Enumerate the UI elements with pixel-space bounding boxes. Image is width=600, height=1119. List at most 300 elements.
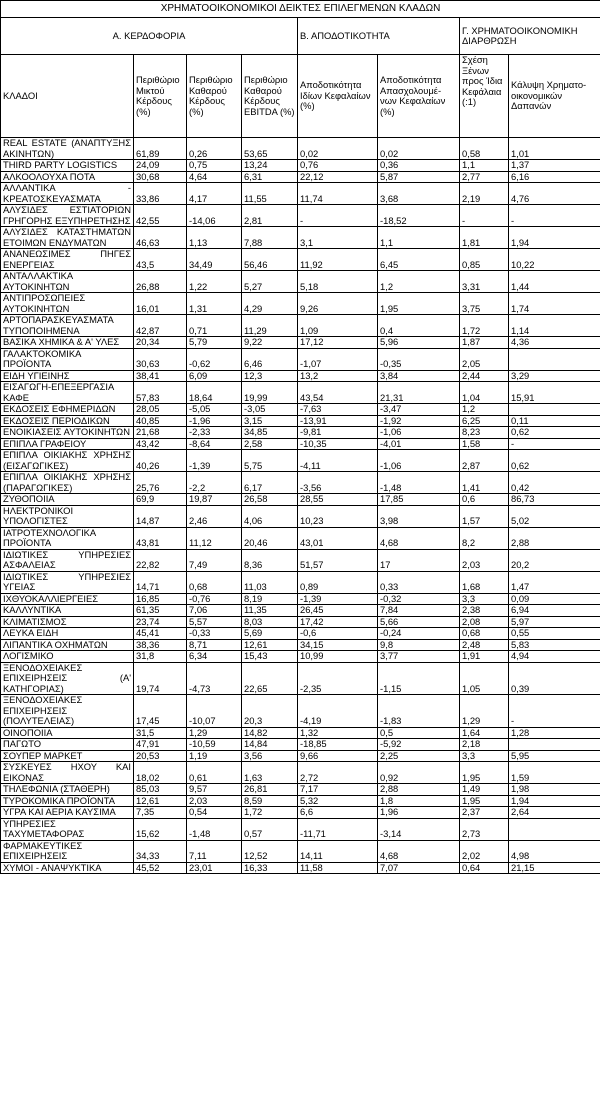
sector-name-cell: ΣΟΥΠΕΡ ΜΑΡΚΕΤ [1, 750, 134, 762]
sector-name-cell: ΕΠΙΠΛΑ ΟΙΚΙΑΚΗΣ ΧΡΗΣΗΣ (ΠΑΡΑΓΩΓΙΚΕΣ) [1, 472, 134, 494]
section-profitability: Α. ΚΕΡΔΟΦΟΡΙΑ [1, 18, 298, 55]
net-margin-cell: 7,11 [187, 840, 242, 862]
sector-name-cell: ΑΛΚΟΟΛΟΥΧΑ ΠΟΤΑ [1, 171, 134, 183]
roce-cell: 1,8 [378, 795, 460, 807]
ebitda-margin-cell: 7,88 [242, 227, 298, 249]
roe-cell: 11,92 [298, 249, 378, 271]
debt-equity-cell: 2,02 [460, 840, 509, 862]
table-row [1, 527, 600, 549]
interest-coverage-cell: 0,39 [509, 662, 600, 695]
net-margin-cell: 8,71 [187, 639, 242, 651]
table-row [1, 762, 600, 784]
roce-cell: 0,02 [378, 138, 460, 160]
roce-cell: 0,36 [378, 160, 460, 172]
table-row [1, 450, 600, 472]
interest-coverage-cell: 5,83 [509, 639, 600, 651]
ebitda-margin-cell: 16,33 [242, 862, 298, 874]
interest-coverage-cell: 2,88 [509, 527, 600, 549]
debt-equity-cell: 0,64 [460, 862, 509, 874]
ebitda-margin-cell: 11,35 [242, 605, 298, 617]
roe-cell: 13,2 [298, 370, 378, 382]
col-header-ebitda-margin: Περιθώριο Καθαρού Κέρδους EBITDA (%) [242, 55, 298, 138]
roe-cell: 10,23 [298, 505, 378, 527]
interest-coverage-cell: 1,94 [509, 795, 600, 807]
net-margin-cell: 4,64 [187, 171, 242, 183]
roce-cell: 5,96 [378, 337, 460, 349]
roe-cell: 28,55 [298, 494, 378, 506]
net-margin-cell: 1,19 [187, 750, 242, 762]
net-margin-cell: 2,03 [187, 795, 242, 807]
gross-margin-cell: 12,61 [134, 795, 187, 807]
interest-coverage-cell: 6,16 [509, 171, 600, 183]
table-row [1, 227, 600, 249]
ebitda-margin-cell: 56,46 [242, 249, 298, 271]
net-margin-cell: 11,12 [187, 527, 242, 549]
sector-name-cell: ΚΛΙΜΑΤΙΣΜΟΣ [1, 616, 134, 628]
net-margin-cell: 23,01 [187, 862, 242, 874]
debt-equity-cell: - [460, 205, 509, 227]
roe-cell: - [298, 205, 378, 227]
interest-coverage-cell: 0,11 [509, 415, 600, 427]
roce-cell: 4,68 [378, 527, 460, 549]
net-margin-cell: 5,57 [187, 616, 242, 628]
gross-margin-cell: 38,36 [134, 639, 187, 651]
sector-name-cell: ΟΙΝΟΠΟΙΙΑ [1, 727, 134, 739]
debt-equity-cell: 2,77 [460, 171, 509, 183]
table-row [1, 382, 600, 404]
net-margin-cell: -1,48 [187, 818, 242, 840]
roce-cell: 6,45 [378, 249, 460, 271]
ebitda-margin-cell: 1,63 [242, 762, 298, 784]
roe-cell: -7,63 [298, 404, 378, 416]
col-header-sectors: ΚΛΑΔΟΙ [1, 55, 134, 138]
ebitda-margin-cell: 2,81 [242, 205, 298, 227]
roe-cell: 1,32 [298, 727, 378, 739]
ebitda-margin-cell: 6,31 [242, 171, 298, 183]
interest-coverage-cell: 1,94 [509, 227, 600, 249]
net-margin-cell: -2,33 [187, 427, 242, 439]
sector-name-cell: ΑΝΤΙΠΡΟΣΩΠΕΙΕΣ ΑΥΤΟΚΙΝΗΤΩΝ [1, 293, 134, 315]
gross-margin-cell: 40,26 [134, 450, 187, 472]
table-row [1, 404, 600, 416]
interest-coverage-cell: 0,09 [509, 593, 600, 605]
roe-cell: 14,11 [298, 840, 378, 862]
gross-margin-cell: 18,02 [134, 762, 187, 784]
roe-cell: -4,11 [298, 450, 378, 472]
roce-cell: -3,47 [378, 404, 460, 416]
roe-cell: 10,99 [298, 651, 378, 663]
gross-margin-cell: 45,41 [134, 628, 187, 640]
gross-margin-cell: 61,89 [134, 138, 187, 160]
gross-margin-cell: 34,33 [134, 840, 187, 862]
sector-name-cell: THIRD PARTY LOGISTICS [1, 160, 134, 172]
interest-coverage-cell: 1,01 [509, 138, 600, 160]
net-margin-cell: -8,64 [187, 438, 242, 450]
col-header-gross-margin: Περιθώριο Μικτού Κέρδους (%) [134, 55, 187, 138]
interest-coverage-cell [509, 404, 600, 416]
roce-cell: 1,2 [378, 271, 460, 293]
sector-name-cell: ΑΡΤΟΠΑΡΑΣΚΕΥΑΣΜΑΤΑ ΤΥΠΟΠΟΙΗΜΕΝΑ [1, 315, 134, 337]
table-row [1, 415, 600, 427]
roce-cell: -1,06 [378, 427, 460, 439]
net-margin-cell: 2,46 [187, 505, 242, 527]
ebitda-margin-cell: 12,52 [242, 840, 298, 862]
debt-equity-cell: 1,2 [460, 404, 509, 416]
gross-margin-cell: 42,55 [134, 205, 187, 227]
sector-name-cell: ΕΚΔΟΣΕΙΣ ΠΕΡΙΟΔΙΚΩΝ [1, 415, 134, 427]
table-row [1, 862, 600, 874]
ebitda-margin-cell: 53,65 [242, 138, 298, 160]
ebitda-margin-cell: 14,82 [242, 727, 298, 739]
table-row [1, 549, 600, 571]
ebitda-margin-cell: 0,57 [242, 818, 298, 840]
col-header-debt-equity: Σχέση Ξένων προς Ίδια Κεφάλαια (:1) [460, 55, 509, 138]
gross-margin-cell: 15,62 [134, 818, 187, 840]
debt-equity-cell: 2,87 [460, 450, 509, 472]
sector-name-cell: ΑΛΥΣΙΔΕΣ ΚΑΤΑΣΤΗΜΑΤΩΝ ΕΤΟΙΜΩΝ ΕΝΔΥΜΑΤΩΝ [1, 227, 134, 249]
sector-name-cell: REAL ESTATE (ΑΝΑΠΤΥΞΗΣ ΑΚΙΝΗΤΩΝ) [1, 138, 134, 160]
roe-cell: 0,02 [298, 138, 378, 160]
ebitda-margin-cell: 22,65 [242, 662, 298, 695]
roce-cell: -1,92 [378, 415, 460, 427]
sector-name-cell: ΕΙΔΗ ΥΓΙΕΙΝΗΣ [1, 370, 134, 382]
interest-coverage-cell: 1,44 [509, 271, 600, 293]
net-margin-cell: -5,05 [187, 404, 242, 416]
roce-cell: 1,96 [378, 807, 460, 819]
gross-margin-cell: 40,85 [134, 415, 187, 427]
roe-cell: -11,71 [298, 818, 378, 840]
sector-name-cell: ΖΥΘΟΠΟΙΙΑ [1, 494, 134, 506]
table-row [1, 249, 600, 271]
net-margin-cell: -10,07 [187, 695, 242, 728]
table-row [1, 628, 600, 640]
roe-cell: 11,58 [298, 862, 378, 874]
roe-cell: 34,15 [298, 639, 378, 651]
interest-coverage-cell: 5,95 [509, 750, 600, 762]
roe-cell: 2,72 [298, 762, 378, 784]
interest-coverage-cell: 1,98 [509, 784, 600, 796]
gross-margin-cell: 24,09 [134, 160, 187, 172]
roce-cell: 21,31 [378, 382, 460, 404]
gross-margin-cell: 16,01 [134, 293, 187, 315]
net-margin-cell: 34,49 [187, 249, 242, 271]
sector-name-cell: ΠΑΓΩΤΟ [1, 739, 134, 751]
sector-name-cell: ΕΠΙΠΛΑ ΓΡΑΦΕΙΟΥ [1, 438, 134, 450]
table-row [1, 784, 600, 796]
gross-margin-cell: 16,85 [134, 593, 187, 605]
net-margin-cell: 0,54 [187, 807, 242, 819]
table-row [1, 605, 600, 617]
roe-cell: 43,01 [298, 527, 378, 549]
ebitda-margin-cell: 3,15 [242, 415, 298, 427]
interest-coverage-cell [509, 348, 600, 370]
roce-cell: -3,14 [378, 818, 460, 840]
gross-margin-cell: 30,68 [134, 171, 187, 183]
table-row [1, 293, 600, 315]
roe-cell: 17,42 [298, 616, 378, 628]
ebitda-margin-cell: 8,59 [242, 795, 298, 807]
gross-margin-cell: 14,87 [134, 505, 187, 527]
roce-cell: 3,98 [378, 505, 460, 527]
roce-cell: -1,48 [378, 472, 460, 494]
net-margin-cell: 0,26 [187, 138, 242, 160]
table-row [1, 840, 600, 862]
roce-cell: 9,8 [378, 639, 460, 651]
sector-name-cell: ΣΥΣΚΕΥΕΣ ΗΧΟΥ ΚΑΙ ΕΙΚΟΝΑΣ [1, 762, 134, 784]
ebitda-margin-cell: 5,69 [242, 628, 298, 640]
ebitda-margin-cell: 1,72 [242, 807, 298, 819]
ebitda-margin-cell: 26,81 [242, 784, 298, 796]
roe-cell: 5,32 [298, 795, 378, 807]
gross-margin-cell: 23,74 [134, 616, 187, 628]
net-margin-cell: 1,22 [187, 271, 242, 293]
sector-name-cell: ΦΑΡΜΑΚΕΥΤΙΚΕΣ ΕΠΙΧΕΙΡΗΣΕΙΣ [1, 840, 134, 862]
ebitda-margin-cell: 9,22 [242, 337, 298, 349]
debt-equity-cell: 1,41 [460, 472, 509, 494]
gross-margin-cell: 45,52 [134, 862, 187, 874]
net-margin-cell: -1,39 [187, 450, 242, 472]
col-header-roce: Αποδοτικότητα Απασχολουμέ-νων Κεφαλαίων (%) [378, 55, 460, 138]
debt-equity-cell: 1,64 [460, 727, 509, 739]
table-row [1, 315, 600, 337]
gross-margin-cell: 30,63 [134, 348, 187, 370]
net-margin-cell: 7,06 [187, 605, 242, 617]
interest-coverage-cell: 86,73 [509, 494, 600, 506]
roe-cell: 0,89 [298, 571, 378, 593]
roce-cell: -0,24 [378, 628, 460, 640]
roe-cell: 3,1 [298, 227, 378, 249]
roce-cell: 5,66 [378, 616, 460, 628]
debt-equity-cell: 2,37 [460, 807, 509, 819]
table-row [1, 571, 600, 593]
roce-cell: 4,68 [378, 840, 460, 862]
ebitda-margin-cell: 20,46 [242, 527, 298, 549]
table-row [1, 505, 600, 527]
table-row [1, 795, 600, 807]
ebitda-margin-cell: 5,75 [242, 450, 298, 472]
net-margin-cell: 5,79 [187, 337, 242, 349]
table-row [1, 160, 600, 172]
ebitda-margin-cell: 26,58 [242, 494, 298, 506]
roe-cell: 6,6 [298, 807, 378, 819]
debt-equity-cell: 1,57 [460, 505, 509, 527]
table-row [1, 138, 600, 160]
sector-name-cell: ΑΛΥΣΙΔΕΣ ΕΣΤΙΑΤΟΡΙΩΝ ΓΡΗΓΟΡΗΣ ΕΞΥΠΗΡΕΤΗΣΗΣ [1, 205, 134, 227]
roce-cell: -4,01 [378, 438, 460, 450]
sector-name-cell: ΙΔΙΩΤΙΚΕΣ ΥΠΗΡΕΣΙΕΣ ΑΣΦΑΛΕΙΑΣ [1, 549, 134, 571]
roce-cell: 17,85 [378, 494, 460, 506]
interest-coverage-cell [509, 818, 600, 840]
debt-equity-cell: 1,58 [460, 438, 509, 450]
table-row [1, 616, 600, 628]
sector-name-cell: ΤΗΛΕΦΩΝΙΑ (ΣΤΑΘΕΡΗ) [1, 784, 134, 796]
debt-equity-cell: 6,25 [460, 415, 509, 427]
gross-margin-cell: 43,5 [134, 249, 187, 271]
debt-equity-cell: 0,68 [460, 628, 509, 640]
sector-name-cell: ΚΑΛΛΥΝΤΙΚΑ [1, 605, 134, 617]
net-margin-cell: 0,61 [187, 762, 242, 784]
net-margin-cell: 0,71 [187, 315, 242, 337]
ebitda-margin-cell: 5,27 [242, 271, 298, 293]
ebitda-margin-cell: 11,55 [242, 183, 298, 205]
net-margin-cell: 0,75 [187, 160, 242, 172]
ebitda-margin-cell: 4,29 [242, 293, 298, 315]
net-margin-cell: 9,57 [187, 784, 242, 796]
roce-cell: 3,77 [378, 651, 460, 663]
roe-cell: 26,45 [298, 605, 378, 617]
sector-name-cell: ΕΝΟΙΚΙΑΣΕΙΣ ΑΥΤΟΚΙΝΗΤΩΝ [1, 427, 134, 439]
ebitda-margin-cell: 6,17 [242, 472, 298, 494]
net-margin-cell: 6,09 [187, 370, 242, 382]
roce-cell: 0,33 [378, 571, 460, 593]
roce-cell: 17 [378, 549, 460, 571]
roe-cell: -2,35 [298, 662, 378, 695]
interest-coverage-cell: 10,22 [509, 249, 600, 271]
interest-coverage-cell: 5,02 [509, 505, 600, 527]
ebitda-margin-cell: 14,84 [242, 739, 298, 751]
debt-equity-cell: 1,95 [460, 762, 509, 784]
debt-equity-cell: 1,68 [460, 571, 509, 593]
gross-margin-cell: 43,42 [134, 438, 187, 450]
sector-name-cell: ΧΥΜΟΙ - ΑΝΑΨΥΚΤΙΚΑ [1, 862, 134, 874]
debt-equity-cell: 1,72 [460, 315, 509, 337]
interest-coverage-cell: - [509, 205, 600, 227]
net-margin-cell: -2,2 [187, 472, 242, 494]
gross-margin-cell: 25,76 [134, 472, 187, 494]
debt-equity-cell: 3,31 [460, 271, 509, 293]
interest-coverage-cell: 4,94 [509, 651, 600, 663]
roce-cell: -0,32 [378, 593, 460, 605]
interest-coverage-cell: - [509, 695, 600, 728]
col-header-interest-coverage: Κάλυψη Χρηματο-οικονομικών Δαπανών [509, 55, 600, 138]
section-financial-structure: Γ. ΧΡΗΜΑΤΟΟΙΚΟΝΟΜΙΚΗ ΔΙΑΡΘΡΩΣΗ [460, 18, 600, 55]
net-margin-cell: -0,62 [187, 348, 242, 370]
debt-equity-cell: 3,75 [460, 293, 509, 315]
sector-name-cell: ΞΕΝΟΔΟΧΕΙΑΚΕΣ ΕΠΙΧΕΙΡΗΣΕΙΣ (Α' ΚΑΤΗΓΟΡΙΑΣ) [1, 662, 134, 695]
table-title: ΧΡΗΜΑΤΟΟΙΚΟΝΟΜΙΚΟΙ ΔΕΙΚΤΕΣ ΕΠΙΛΕΓΜΕΝΩΝ ΚΛΑΔΩΝ [1, 1, 600, 18]
net-margin-cell: -0,33 [187, 628, 242, 640]
interest-coverage-cell: 5,97 [509, 616, 600, 628]
column-header-row [1, 55, 600, 138]
sector-name-cell: ΛΙΠΑΝΤΙΚΑ ΟΧΗΜΑΤΩΝ [1, 639, 134, 651]
net-margin-cell: 7,49 [187, 549, 242, 571]
roce-cell: -5,92 [378, 739, 460, 751]
ebitda-margin-cell: 20,3 [242, 695, 298, 728]
roe-cell: 43,54 [298, 382, 378, 404]
ebitda-margin-cell: 34,85 [242, 427, 298, 439]
table-row [1, 750, 600, 762]
table-row [1, 205, 600, 227]
gross-margin-cell: 85,03 [134, 784, 187, 796]
net-margin-cell: 1,29 [187, 727, 242, 739]
gross-margin-cell: 33,86 [134, 183, 187, 205]
gross-margin-cell: 47,91 [134, 739, 187, 751]
debt-equity-cell: 8,23 [460, 427, 509, 439]
interest-coverage-cell: 1,47 [509, 571, 600, 593]
debt-equity-cell: 2,19 [460, 183, 509, 205]
gross-margin-cell: 22,82 [134, 549, 187, 571]
gross-margin-cell: 20,53 [134, 750, 187, 762]
debt-equity-cell: 2,73 [460, 818, 509, 840]
debt-equity-cell: 8,2 [460, 527, 509, 549]
table-row [1, 171, 600, 183]
gross-margin-cell: 21,68 [134, 427, 187, 439]
debt-equity-cell: 1,04 [460, 382, 509, 404]
table-row [1, 348, 600, 370]
ebitda-margin-cell: 6,46 [242, 348, 298, 370]
ebitda-margin-cell: 8,19 [242, 593, 298, 605]
sector-name-cell: ΙΑΤΡΟΤΕΧΝΟΛΟΓΙΚΑ ΠΡΟΪΟΝΤΑ [1, 527, 134, 549]
gross-margin-cell: 42,87 [134, 315, 187, 337]
ebitda-margin-cell: 11,03 [242, 571, 298, 593]
roce-cell: 5,87 [378, 171, 460, 183]
interest-coverage-cell: 15,91 [509, 382, 600, 404]
table-row [1, 438, 600, 450]
table-row [1, 695, 600, 728]
gross-margin-cell: 14,71 [134, 571, 187, 593]
interest-coverage-cell: 1,74 [509, 293, 600, 315]
debt-equity-cell: 0,85 [460, 249, 509, 271]
table-row [1, 370, 600, 382]
debt-equity-cell: 2,03 [460, 549, 509, 571]
roe-cell: 9,66 [298, 750, 378, 762]
roe-cell: -0,6 [298, 628, 378, 640]
gross-margin-cell: 7,35 [134, 807, 187, 819]
net-margin-cell: 18,64 [187, 382, 242, 404]
interest-coverage-cell: 20,2 [509, 549, 600, 571]
debt-equity-cell: 2,05 [460, 348, 509, 370]
interest-coverage-cell: 1,37 [509, 160, 600, 172]
roe-cell: -4,19 [298, 695, 378, 728]
roe-cell: -3,56 [298, 472, 378, 494]
roce-cell: 1,1 [378, 227, 460, 249]
sector-name-cell: ΙΔΙΩΤΙΚΕΣ ΥΠΗΡΕΣΙΕΣ ΥΓΕΙΑΣ [1, 571, 134, 593]
net-margin-cell: 0,68 [187, 571, 242, 593]
table-row [1, 727, 600, 739]
roe-cell: -10,35 [298, 438, 378, 450]
title-row [1, 1, 600, 18]
net-margin-cell: -10,59 [187, 739, 242, 751]
net-margin-cell: -0,76 [187, 593, 242, 605]
ebitda-margin-cell: 19,99 [242, 382, 298, 404]
ebitda-margin-cell: 13,24 [242, 160, 298, 172]
roe-cell: 1,09 [298, 315, 378, 337]
roce-cell: 7,07 [378, 862, 460, 874]
gross-margin-cell: 43,81 [134, 527, 187, 549]
table-row [1, 651, 600, 663]
section-row [1, 18, 600, 55]
debt-equity-cell: 2,38 [460, 605, 509, 617]
roce-cell: 1,95 [378, 293, 460, 315]
ebitda-margin-cell: 12,3 [242, 370, 298, 382]
net-margin-cell: 1,13 [187, 227, 242, 249]
roce-cell: -1,06 [378, 450, 460, 472]
gross-margin-cell: 46,63 [134, 227, 187, 249]
table-row [1, 494, 600, 506]
roe-cell: 0,76 [298, 160, 378, 172]
table-row [1, 639, 600, 651]
interest-coverage-cell: 1,59 [509, 762, 600, 784]
roce-cell: 2,25 [378, 750, 460, 762]
sector-name-cell: ΕΠΙΠΛΑ ΟΙΚΙΑΚΗΣ ΧΡΗΣΗΣ (ΕΙΣΑΓΩΓΙΚΕΣ) [1, 450, 134, 472]
debt-equity-cell: 0,58 [460, 138, 509, 160]
gross-margin-cell: 28,05 [134, 404, 187, 416]
net-margin-cell: -14,06 [187, 205, 242, 227]
gross-margin-cell: 31,8 [134, 651, 187, 663]
roce-cell: -0,35 [378, 348, 460, 370]
interest-coverage-cell: 4,76 [509, 183, 600, 205]
roe-cell: 17,12 [298, 337, 378, 349]
